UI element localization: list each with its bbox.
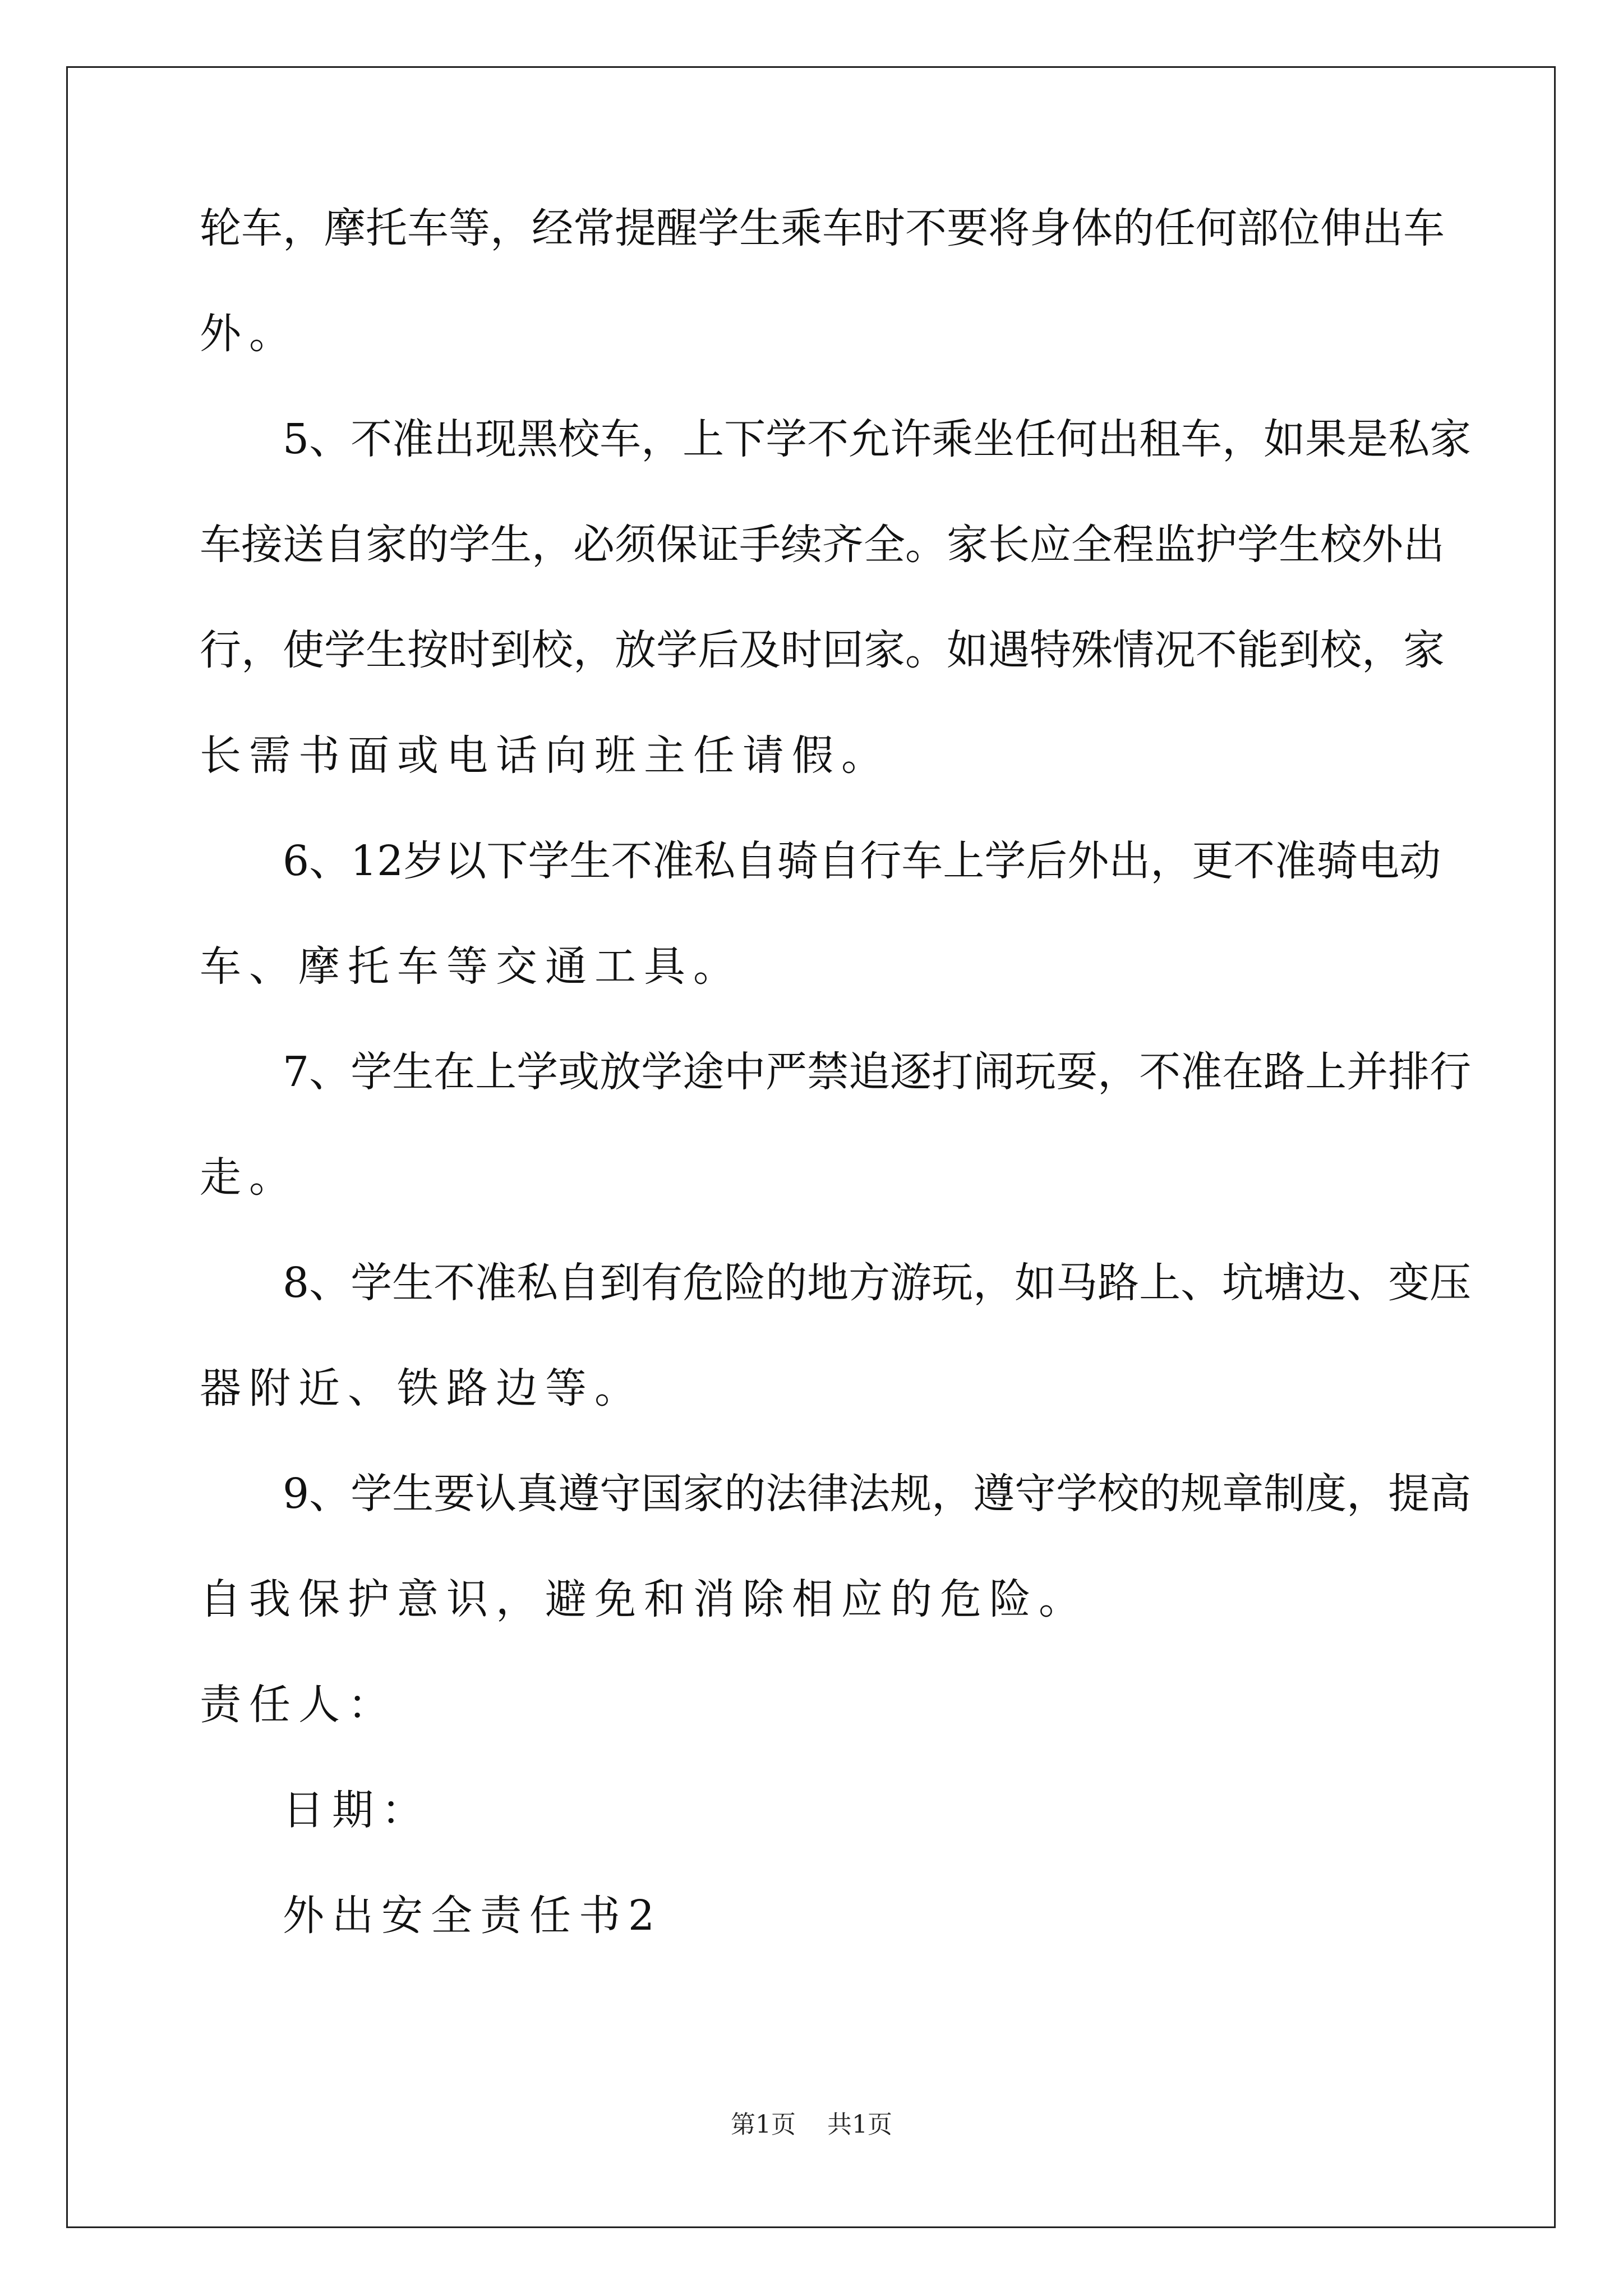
page-number: 第1页 [731,2110,796,2139]
text-line: 器附近、铁路边等。 [200,1364,644,1412]
text-line: 9、学生要认真遵守国家的法律法规，遵守学校的规章制度，提高 [283,1470,1472,1518]
text-line: 自我保护意识，避免和消除相应的危险。 [200,1575,1088,1623]
date-label: 日期： [283,1786,431,1834]
text-line: 车、摩托车等交通工具。 [200,942,743,991]
text-line: 轮车，摩托车等，经常提醒学生乘车时不要将身体的任何部位伸出车 [200,204,1445,252]
section-title: 外出安全责任书2 [283,1892,663,1940]
text-line: 走。 [200,1153,298,1202]
text-line: 外。 [200,310,298,358]
page-footer [0,2111,1623,2139]
page-total: 共1页 [827,2110,892,2139]
text-line: 7、学生在上学或放学途中严禁追逐打闹玩耍，不准在路上并排行 [283,1048,1472,1096]
text-line: 5、不准出现黑校车，上下学不允许乘坐任何出租车，如果是私家 [283,415,1472,463]
text-line: 6、12岁以下学生不准私自骑自行车上学后外出，更不准骑电动 [283,837,1441,885]
text-line: 8、学生不准私自到有危险的地方游玩，如马路上、坑塘边、变压 [283,1259,1472,1307]
text-line: 长需书面或电话向班主任请假。 [200,731,891,780]
text-line: 车接送自家的学生，必须保证手续齐全。家长应全程监护学生校外出 [200,521,1445,569]
signature-label: 责任人： [200,1681,397,1729]
text-line: 行，使学生按时到校，放学后及时回家。如遇特殊情况不能到校，家 [200,626,1445,674]
document-body [200,204,1472,2000]
